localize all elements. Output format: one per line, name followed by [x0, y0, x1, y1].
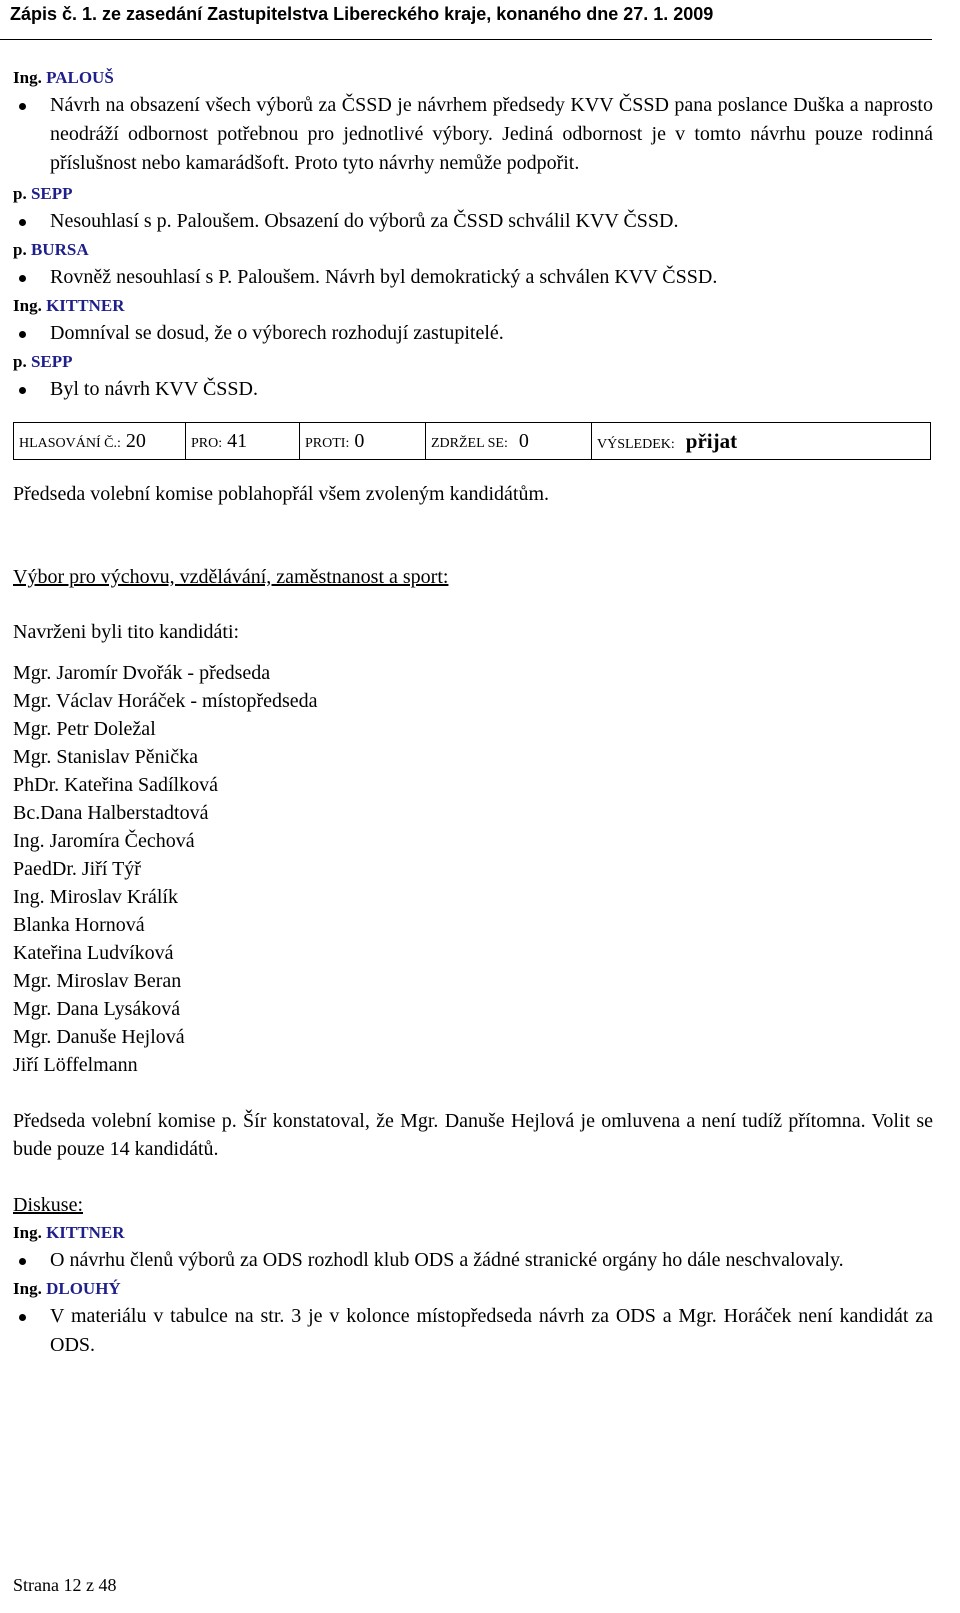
discussion-block [13, 1219, 933, 1360]
vote-pro-cell [186, 423, 300, 460]
speaker-name: SEPP [30, 184, 73, 203]
candidate-item: PaedDr. Jiří Týř [13, 858, 141, 880]
remark-text: Rovněž nesouhlasí s P. Paloušem. Návrh byl demokratický a schválen KVV ČSSD. [50, 266, 718, 288]
vote-proti-cell [300, 423, 426, 460]
vote-number-label: HLASOVÁNÍ Č.: [19, 435, 121, 451]
remarks-list [13, 1302, 933, 1360]
remarks-list [13, 375, 933, 404]
candidate-item: Kateřina Ludvíková [13, 942, 174, 964]
remark-text: Návrh na obsazení všech výborů za ČSSD je návrhem předsedy KVV ČSSD pana poslance Duška a naprosto neodráží odbornost potřebnou pro jednotlivé výbory. Jediná odbornost je v tomto návrhu pouze rodinná příslušnost nebo kamarádšoft. Proto tyto návrhy nemůže podpořit. [50, 94, 933, 174]
speaker-name: KITTNER [46, 1223, 125, 1242]
candidate-item: Bc.Dana Halberstadtová [13, 802, 209, 824]
bullet-icon [19, 103, 26, 110]
vote-zdrzel-label: ZDRŽEL SE: [431, 435, 508, 451]
candidate-item: Blanka Hornová [13, 914, 145, 936]
page-footer [13, 1573, 116, 1597]
remark-item [13, 91, 933, 178]
vote-number-value: 20 [125, 429, 146, 452]
vote-number-cell [14, 423, 186, 460]
committee-title: Výbor pro výchovu, vzdělávání, zaměstnanost a sport: [13, 566, 449, 588]
page-content [13, 64, 933, 1360]
speaker-name: KITTNER [46, 296, 125, 315]
committee-note: Předseda volební komise p. Šír konstatoval, že Mgr. Danuše Hejlová je omluvena a není tudíž přítomna. Volit se bude pouze 14 kandidátů. [13, 1110, 933, 1160]
candidate-item: Mgr. Dana Lysáková [13, 998, 181, 1020]
speaker-heading [13, 348, 933, 375]
discussion-title: Diskuse: [13, 1194, 83, 1216]
vote-result-label: VÝSLEDEK: [597, 436, 675, 452]
candidate-item: Ing. Jaromíra Čechová [13, 830, 195, 852]
remarks-list [13, 319, 933, 348]
header-title: Zápis č. 1. ze zasedání Zastupitelstva Libereckého kraje, konaného dne 27. 1. 2009 [10, 4, 714, 24]
speaker-name: SEPP [30, 352, 73, 371]
candidate-item: Mgr. Stanislav Pěnička [13, 746, 198, 768]
document-header [0, 0, 932, 40]
speaker-heading [13, 236, 933, 263]
bullet-icon [19, 387, 26, 394]
candidate-item: Mgr. Miroslav Beran [13, 970, 182, 992]
candidate-item: PhDr. Kateřina Sadílková [13, 774, 218, 796]
remarks-list [13, 1246, 933, 1275]
remark-item [13, 319, 933, 348]
speaker-title: Ing. [13, 1279, 42, 1298]
speaker-heading [13, 292, 933, 319]
bullet-icon [19, 219, 26, 226]
vote-proti-label: PROTI: [305, 435, 350, 451]
vote-result-cell [592, 423, 931, 460]
page-number: Strana 12 z 48 [13, 1575, 117, 1595]
vote-pro-label: PRO: [191, 435, 223, 451]
remark-item [13, 1302, 933, 1360]
vote-table [13, 422, 931, 460]
speaker-title: p. [13, 240, 27, 259]
candidates-intro: Navrženi byli tito kandidáti: [13, 621, 240, 643]
speaker-name: DLOUHÝ [46, 1279, 121, 1298]
speaker-title: p. [13, 352, 27, 371]
discussion-block [13, 64, 933, 404]
candidate-item: Ing. Miroslav Králík [13, 886, 178, 908]
remark-text: O návrhu členů výborů za ODS rozhodl klub ODS a žádné stranické orgány ho dále neschvalovaly. [50, 1249, 844, 1271]
remark-text: V materiálu v tabulce na str. 3 je v kolonce místopředseda návrh za ODS a Mgr. Horáček není kandidát za ODS. [50, 1305, 933, 1356]
speaker-title: Ing. [13, 68, 42, 87]
candidate-item: Mgr. Jaromír Dvořák - předseda [13, 662, 271, 684]
congrats-paragraph: Předseda volební komise poblahopřál všem zvoleným kandidátům. [13, 483, 549, 505]
remark-text: Nesouhlasí s p. Paloušem. Obsazení do výborů za ČSSD schválil KVV ČSSD. [50, 210, 679, 232]
bullet-icon [19, 331, 26, 338]
candidate-item: Mgr. Danuše Hejlová [13, 1026, 185, 1048]
remarks-list [13, 207, 933, 236]
remark-text: Byl to návrh KVV ČSSD. [50, 378, 258, 400]
speaker-heading [13, 1275, 933, 1302]
bullet-icon [19, 1258, 26, 1265]
vote-proti-value: 0 [354, 429, 365, 452]
vote-zdrzel-value: 0 [518, 429, 529, 452]
speaker-name: PALOUŠ [46, 68, 114, 87]
candidate-item: Jiří Löffelmann [13, 1054, 138, 1076]
speaker-title: p. [13, 184, 27, 203]
vote-pro-value: 41 [227, 429, 248, 452]
bullet-icon [19, 275, 26, 282]
remark-text: Domníval se dosud, že o výborech rozhodují zastupitelé. [50, 322, 504, 344]
bullet-icon [19, 1314, 26, 1321]
vote-row [14, 423, 931, 460]
speaker-heading [13, 180, 933, 207]
remark-item [13, 207, 933, 236]
vote-result-value: přijat [685, 428, 738, 453]
remark-item [13, 375, 933, 404]
speaker-title: Ing. [13, 296, 42, 315]
remark-item [13, 1246, 933, 1275]
candidate-item: Mgr. Václav Horáček - místopředseda [13, 690, 318, 712]
candidate-list [13, 659, 933, 1079]
speaker-title: Ing. [13, 1223, 42, 1242]
remark-item [13, 263, 933, 292]
remarks-list [13, 91, 933, 178]
speaker-heading [13, 64, 933, 91]
remarks-list [13, 263, 933, 292]
speaker-heading [13, 1219, 933, 1246]
speaker-name: BURSA [30, 240, 89, 259]
candidate-item: Mgr. Petr Doležal [13, 718, 156, 740]
vote-zdrzel-cell [426, 423, 592, 460]
